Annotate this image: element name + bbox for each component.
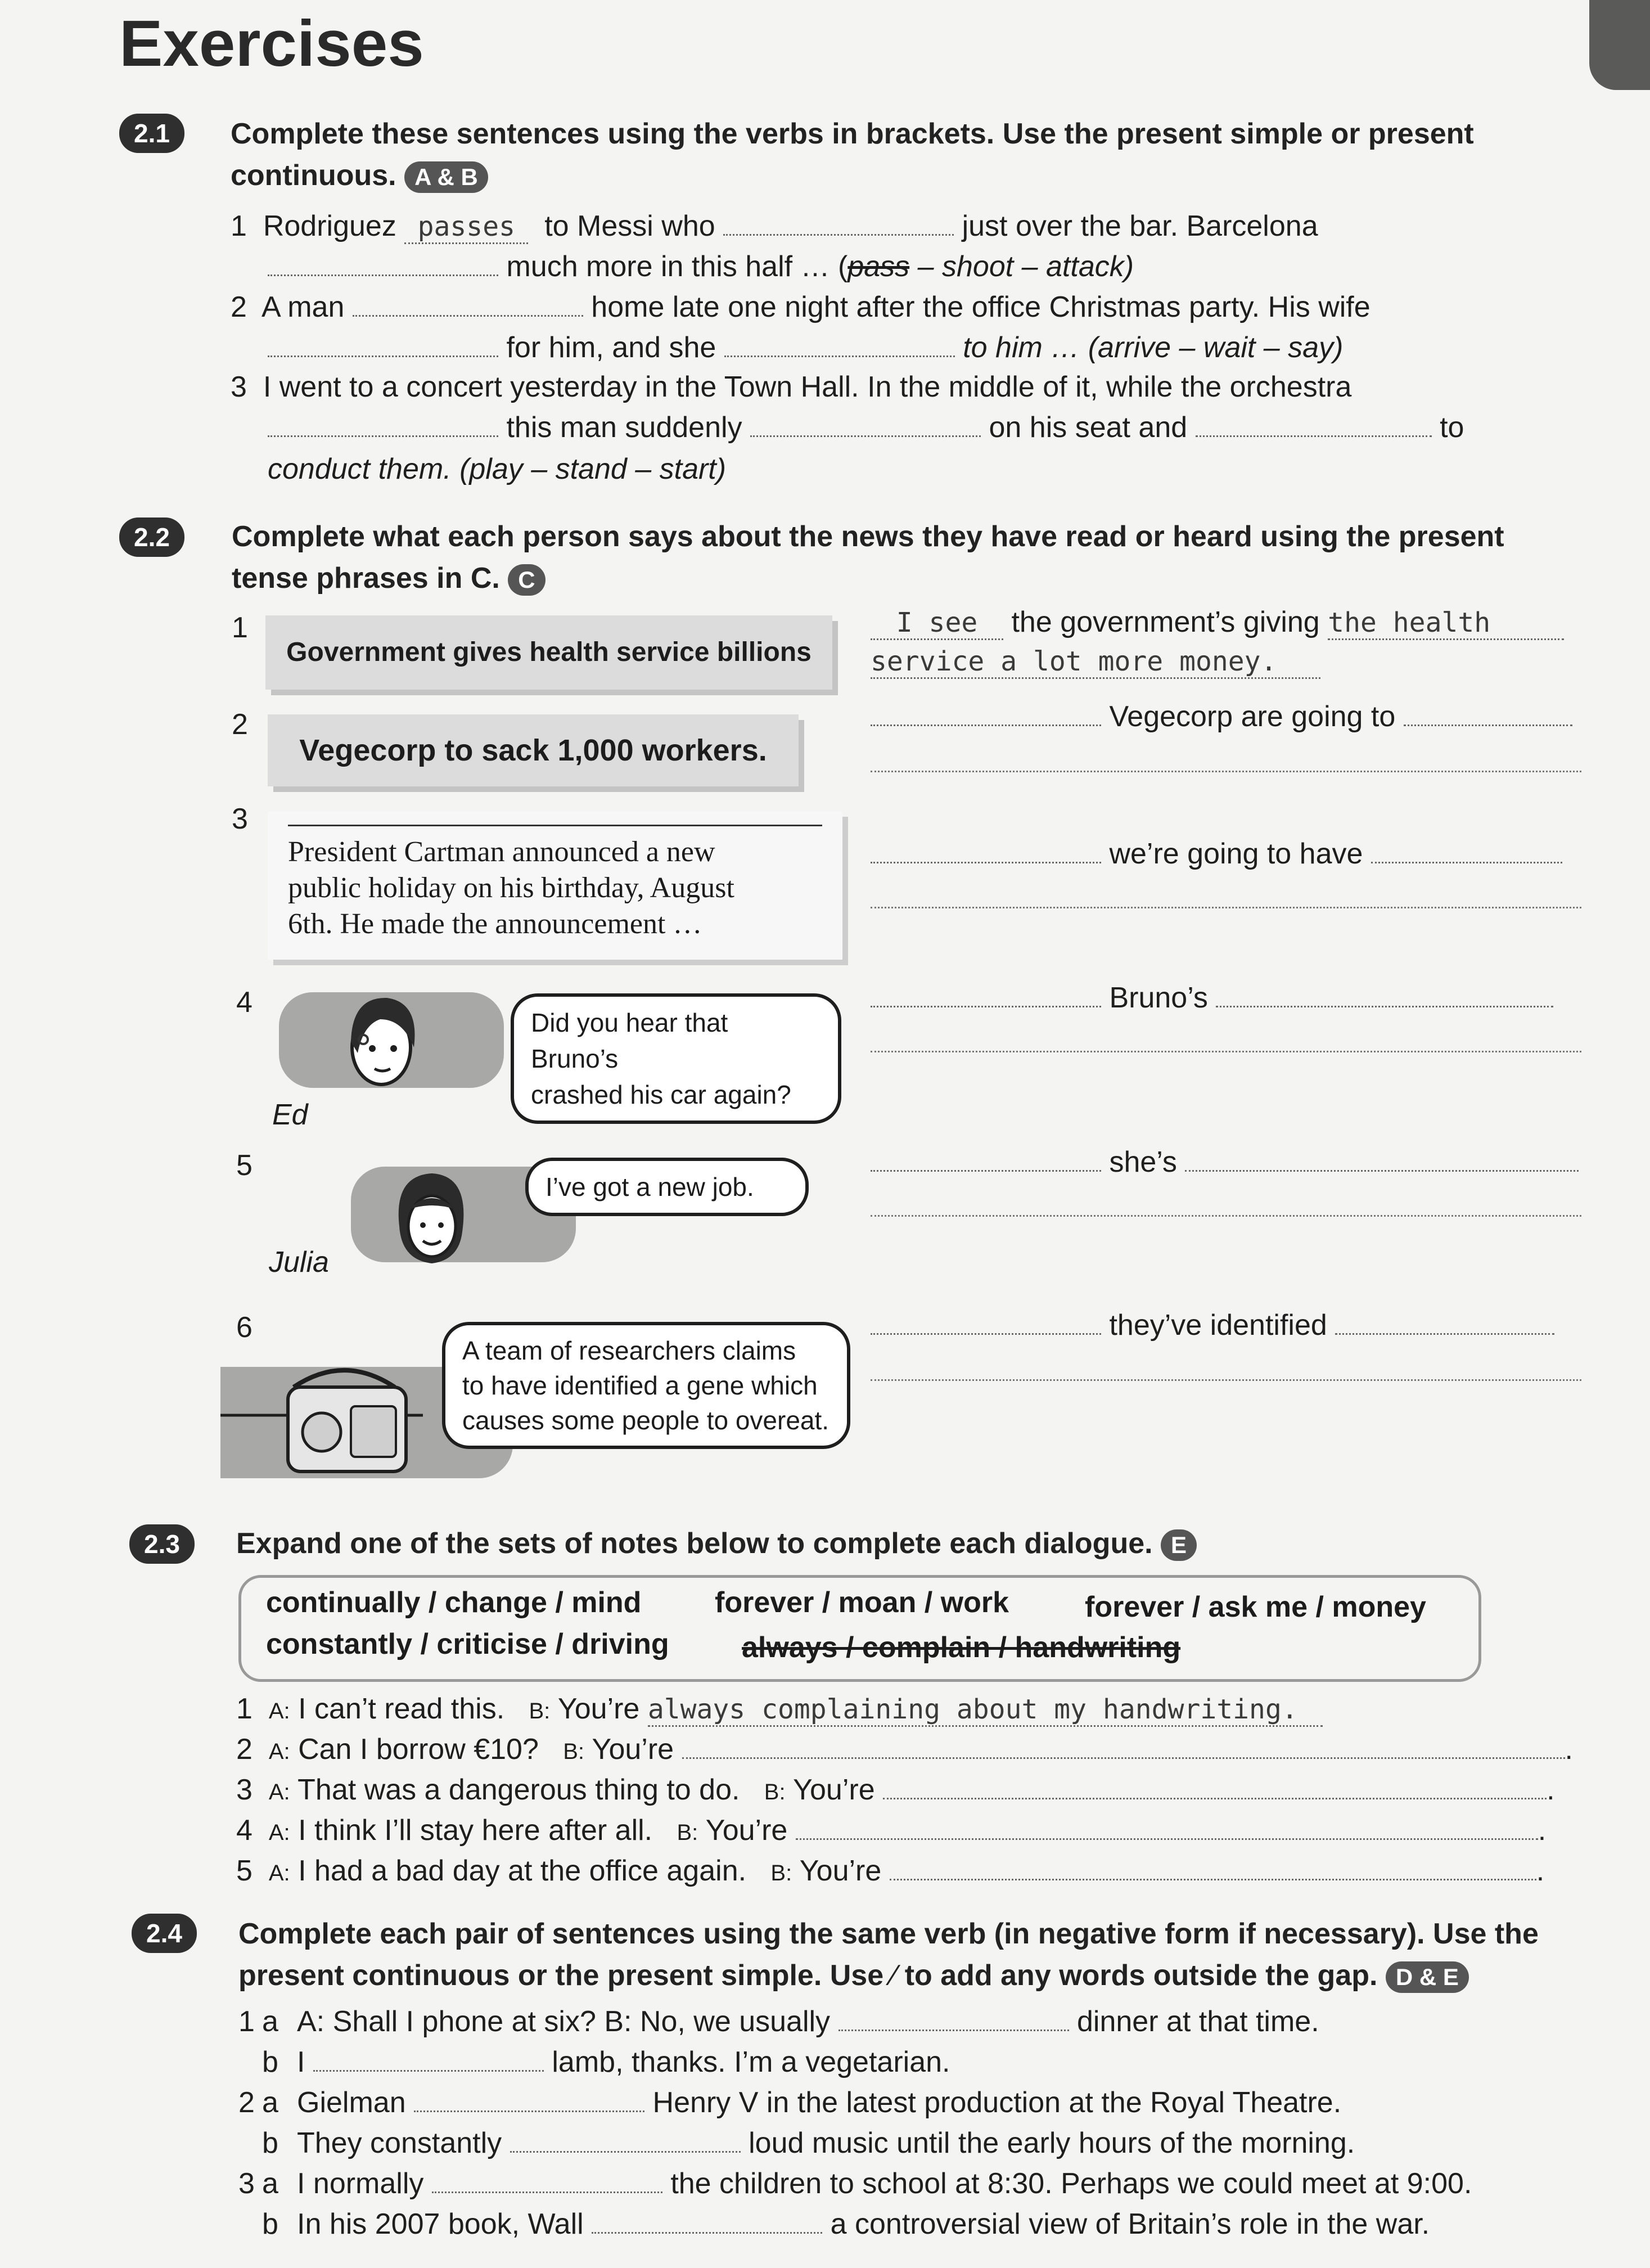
item-number: 3	[232, 803, 248, 835]
answer-field[interactable]	[268, 356, 498, 357]
speaker-name: Ed	[272, 1099, 308, 1131]
note-set: continually / change / mind	[266, 1586, 642, 1619]
answer-field[interactable]	[1216, 1006, 1553, 1007]
answer-field[interactable]	[750, 435, 981, 437]
reference-tag: C	[508, 564, 545, 596]
speech-bubble: A team of researchers claims to have identified a gene which causes some people to overeat.	[442, 1322, 850, 1449]
page-title: Exercises	[119, 7, 424, 80]
notes-box	[238, 1575, 1481, 1682]
answer-line-1: I see the government’s giving the health	[871, 605, 1564, 640]
answer-rule[interactable]	[871, 1215, 1581, 1217]
item-number: 5	[236, 1149, 253, 1182]
answer-line-4: Bruno’s	[871, 981, 1553, 1015]
answer-field[interactable]	[414, 2110, 644, 2112]
reference-tag: E	[1161, 1529, 1197, 1561]
dialogue-1: 1 A: I can’t read this. B: You’re always complaining about my handwriting.	[236, 1692, 1323, 1727]
answer-field[interactable]	[1404, 724, 1572, 726]
answer-field[interactable]	[871, 1006, 1101, 1007]
answer-rule[interactable]	[871, 1051, 1581, 1052]
answer-field[interactable]	[268, 435, 498, 437]
news-headline-1: Government gives health service billions	[265, 615, 832, 690]
answer-field[interactable]: passes	[404, 211, 528, 244]
answer-field[interactable]	[268, 274, 498, 276]
pair-3b: b In his 2007 book, Wall a controversial view of Britain’s role in the war.	[262, 2208, 1430, 2240]
answer-line-6: they’ve identified	[871, 1308, 1554, 1342]
exercise-2-1-item-2-line-1: 2 A man home late one night after the office Christmas party. His wife	[231, 291, 1371, 323]
answer-field[interactable]	[353, 315, 583, 317]
note-set: forever / ask me / money	[1085, 1591, 1426, 1623]
instruction-2-4: Complete each pair of sentences using the same verb (in negative form if necessary). Use the	[238, 1918, 1539, 1950]
answer-field[interactable]: always complaining about my handwriting.	[648, 1694, 1323, 1727]
news-headline-2: Vegecorp to sack 1,000 workers.	[268, 714, 799, 786]
note-set: forever / moan / work	[715, 1586, 1009, 1619]
answer-field[interactable]	[871, 1170, 1101, 1172]
pair-2a: 2 a Gielman Henry V in the latest production at the Royal Theatre.	[238, 2086, 1342, 2119]
exercise-2-1-item-1-line-2: much more in this half … (pass – shoot – attack)	[268, 250, 1134, 284]
item-number: 4	[236, 986, 253, 1019]
note-set: constantly / criticise / driving	[266, 1628, 669, 1660]
answer-field[interactable]: the health	[1328, 607, 1564, 640]
answer-line-2: Vegecorp are going to	[871, 700, 1572, 734]
pair-3a: 3 a I normally the children to school at 8:30. Perhaps we could meet at 9:00.	[238, 2167, 1472, 2200]
pair-1a: 1 a A: Shall I phone at six? B: No, we usually dinner at that time.	[238, 2005, 1319, 2038]
dialogue-2: 2 A: Can I borrow €10? B: You’re .	[236, 1733, 1573, 1766]
answer-rule[interactable]	[871, 1379, 1581, 1381]
news-article-line: public holiday on his birthday, August	[288, 872, 734, 904]
answer-line-5: she’s	[871, 1145, 1579, 1179]
instruction-2-1: Complete these sentences using the verbs in brackets. Use the present simple or present	[231, 118, 1474, 150]
answer-field[interactable]	[723, 234, 954, 236]
exercise-2-1-item-1-line-1: 1 Rodriguez passes to Messi who just over the bar. Barcelona	[231, 209, 1318, 244]
exercise-badge-2-2: 2.2	[119, 518, 184, 557]
item-number: 2	[232, 708, 248, 741]
answer-field[interactable]: service a lot more money.	[871, 646, 1320, 679]
instruction-2-2: Complete what each person says about the news they have read or heard using the present	[232, 520, 1504, 553]
answer-field[interactable]	[871, 1333, 1101, 1335]
answer-field[interactable]	[592, 2232, 822, 2234]
answer-field[interactable]	[1371, 862, 1562, 863]
answer-field[interactable]	[871, 862, 1101, 863]
answer-line-1b	[871, 646, 1320, 679]
news-article-line: President Cartman announced a new	[288, 836, 715, 868]
caret-icon: ⁄	[891, 1959, 897, 1992]
instruction-2-2-cont: tense phrases in C. C	[232, 561, 546, 596]
dialogue-5: 5 A: I had a bad day at the office again. B: You’re .	[236, 1855, 1545, 1887]
exercise-badge-2-4: 2.4	[132, 1914, 197, 1953]
answer-field[interactable]	[724, 356, 955, 357]
exercise-badge-2-1: 2.1	[119, 114, 184, 153]
pair-1b: b I lamb, thanks. I’m a vegetarian.	[262, 2046, 950, 2078]
exercise-2-1-item-3-line-1: 3 I went to a concert yesterday in the Town Hall. In the middle of it, while the orchestra	[231, 371, 1352, 403]
answer-field[interactable]	[883, 1798, 1547, 1799]
answer-field[interactable]	[313, 2070, 544, 2072]
answer-field[interactable]	[838, 2030, 1069, 2031]
instruction-2-4-cont: present continuous or the present simple. Use ⁄ to add any words outside the gap. D & E	[238, 1959, 1469, 1993]
item-number: 6	[236, 1311, 253, 1344]
news-article-box	[268, 811, 842, 960]
answer-field[interactable]	[1185, 1170, 1579, 1172]
dialogue-3: 3 A: That was a dangerous thing to do. B: You’re .	[236, 1774, 1555, 1806]
exercise-2-1-item-2-line-2: for him, and she to him … (arrive – wait – say)	[268, 331, 1343, 364]
answer-rule[interactable]	[871, 771, 1581, 772]
answer-field[interactable]	[682, 1757, 1565, 1759]
answer-field[interactable]	[890, 1879, 1536, 1880]
reference-tag: A & B	[404, 161, 488, 193]
dialogue-4: 4 A: I think I’ll stay here after all. B: You’re .	[236, 1814, 1547, 1847]
item-number: 1	[232, 611, 248, 644]
woman-face-icon	[335, 986, 425, 1098]
exercise-2-1-item-3-line-3: conduct them. (play – stand – start)	[268, 453, 727, 485]
answer-field[interactable]	[1335, 1333, 1554, 1335]
page-tab-corner	[1589, 0, 1650, 90]
speaker-name: Julia	[269, 1246, 329, 1279]
girl-face-icon	[388, 1164, 472, 1271]
answer-line-3: we’re going to have	[871, 837, 1562, 871]
note-set-used: always / complain / handwriting	[742, 1631, 1181, 1664]
speech-bubble: I’ve got a new job.	[525, 1158, 809, 1216]
instruction-2-1-cont: continuous. A & B	[231, 159, 488, 193]
radio-icon	[220, 1348, 423, 1483]
answer-field[interactable]	[510, 2151, 741, 2153]
exercise-2-1-item-3-line-2: this man suddenly on his seat and to	[268, 411, 1464, 444]
exercise-badge-2-3: 2.3	[129, 1524, 195, 1564]
answer-field[interactable]	[432, 2192, 662, 2193]
speech-bubble: Did you hear that Bruno’s crashed his car again?	[511, 993, 841, 1124]
answer-rule[interactable]	[871, 907, 1581, 908]
reference-tag: D & E	[1386, 1961, 1469, 1993]
answer-field[interactable]	[1196, 435, 1432, 437]
answer-field[interactable]: I see	[871, 607, 1003, 640]
news-article-line: 6th. He made the announcement …	[288, 908, 702, 940]
pair-2b: b They constantly loud music until the early hours of the morning.	[262, 2127, 1355, 2159]
instruction-2-3: Expand one of the sets of notes below to complete each dialogue. E	[236, 1527, 1197, 1561]
answer-field[interactable]	[796, 1838, 1538, 1840]
answer-field[interactable]	[871, 724, 1101, 726]
